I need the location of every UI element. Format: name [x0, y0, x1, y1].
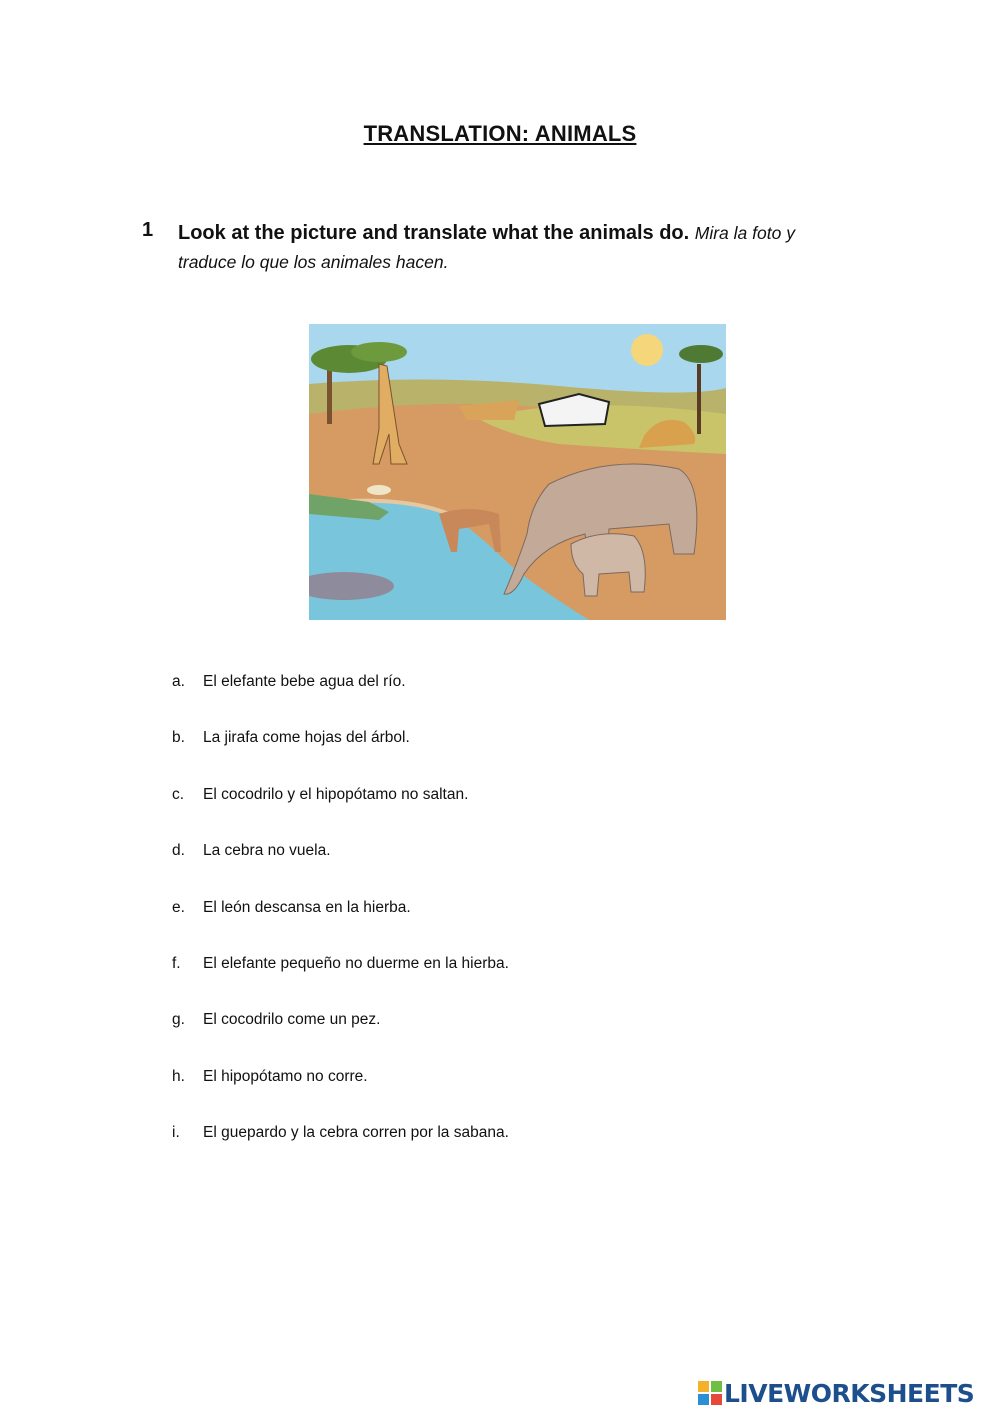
item-text: El cocodrilo come un pez.: [203, 1011, 381, 1029]
item-letter: g.: [172, 1011, 185, 1029]
liveworksheets-logo: [698, 1378, 974, 1408]
instruction-english: Look at the picture and translate what the animals do.: [178, 222, 690, 244]
savanna-illustration: [309, 324, 726, 620]
item-letter: a.: [172, 673, 185, 690]
liveworksheets-logo-icon: [698, 1381, 722, 1405]
item-letter: b.: [172, 729, 185, 747]
sentence-list: [172, 673, 509, 1181]
page-title: TRANSLATION: ANIMALS: [363, 121, 637, 146]
item-text: El cocodrilo y el hipopótamo no saltan.: [203, 785, 469, 803]
item-letter: e.: [172, 898, 185, 916]
list-item: [172, 955, 509, 1011]
list-item: [172, 842, 509, 898]
item-text: El guepardo y la cebra corren por la sabana.: [203, 1124, 509, 1142]
list-item: [172, 1124, 509, 1180]
question-instruction: [178, 219, 858, 277]
item-letter: f.: [172, 954, 181, 972]
list-item: [172, 729, 509, 785]
item-letter: d.: [172, 842, 185, 860]
list-item: [172, 1068, 509, 1124]
list-item: [172, 1011, 509, 1067]
logo-text: LIVEWORKSHEETS: [724, 1378, 975, 1408]
item-text: La cebra no vuela.: [203, 842, 331, 860]
list-item: [172, 899, 509, 955]
item-text: El elefante pequeño no duerme en la hierba.: [203, 954, 509, 972]
item-text: El león descansa en la hierba.: [203, 898, 411, 916]
item-text: La jirafa come hojas del árbol.: [203, 729, 410, 747]
question-number: 1: [142, 219, 154, 241]
item-letter: c.: [172, 785, 185, 803]
item-letter: h.: [172, 1067, 185, 1085]
item-text: El hipopótamo no corre.: [203, 1067, 368, 1085]
item-text: El elefante bebe agua del río.: [203, 673, 406, 690]
list-item: [172, 786, 509, 842]
instruction-spanish: Mira la foto y traduce lo que los animales hacen.: [178, 223, 795, 272]
list-item: [172, 673, 509, 729]
item-letter: i.: [172, 1124, 180, 1142]
